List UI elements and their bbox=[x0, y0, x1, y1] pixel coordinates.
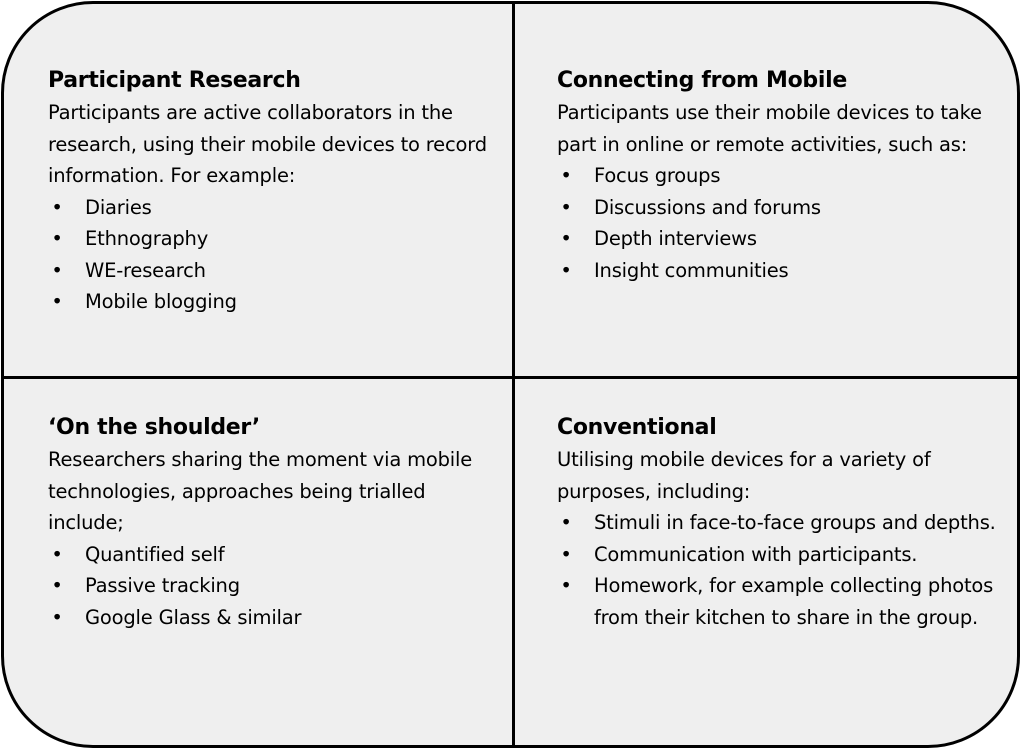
list-item bbox=[48, 602, 500, 634]
bullet-list bbox=[557, 507, 1009, 633]
list-item-text: Depth interviews bbox=[594, 227, 757, 250]
list-item bbox=[48, 570, 500, 602]
list-item bbox=[557, 192, 1009, 224]
list-item bbox=[557, 255, 1009, 287]
list-item bbox=[557, 570, 1009, 633]
list-item bbox=[557, 160, 1009, 192]
bullet-icon: • bbox=[51, 195, 63, 219]
quadrant-participant-research bbox=[48, 65, 500, 318]
quadrant-description: Participants use their mobile devices to take part in online or remote activities, such as: bbox=[557, 101, 982, 156]
list-item bbox=[48, 539, 500, 571]
bullet-icon: • bbox=[560, 258, 572, 282]
quadrant-title: Connecting from Mobile bbox=[557, 68, 847, 93]
list-item bbox=[557, 539, 1009, 571]
horizontal-divider bbox=[4, 376, 1017, 379]
bullet-list bbox=[48, 539, 500, 634]
list-item bbox=[48, 286, 500, 318]
list-item-text: Discussions and forums bbox=[594, 195, 821, 219]
quadrant-diagram bbox=[1, 1, 1020, 748]
list-item-text: Stimuli in face-to-face groups and depths. bbox=[594, 511, 996, 534]
bullet-icon: • bbox=[51, 605, 63, 629]
list-item-text: Mobile blogging bbox=[85, 290, 237, 313]
bullet-icon: • bbox=[560, 164, 572, 187]
list-item bbox=[557, 223, 1009, 255]
bullet-list bbox=[48, 192, 500, 318]
bullet-icon: • bbox=[560, 227, 572, 250]
list-item-text: Communication with participants. bbox=[594, 542, 918, 566]
bullet-icon: • bbox=[51, 227, 63, 250]
quadrant-title: Participant Research bbox=[48, 68, 301, 93]
list-item-text: Focus groups bbox=[594, 164, 721, 187]
list-item bbox=[48, 223, 500, 255]
list-item-text: Quantified self bbox=[85, 542, 225, 566]
bullet-icon: • bbox=[560, 195, 572, 219]
bullet-icon: • bbox=[51, 290, 63, 313]
quadrant-description: Researchers sharing the moment via mobile technologies, approaches being trialled include; bbox=[48, 448, 473, 534]
list-item bbox=[557, 507, 1009, 539]
list-item-text: Homework, for example collecting photos from their kitchen to share in the group. bbox=[594, 574, 994, 629]
bullet-icon: • bbox=[560, 574, 572, 597]
list-item-text: Passive tracking bbox=[85, 574, 240, 597]
list-item-text: WE-research bbox=[85, 258, 206, 282]
quadrant-conventional bbox=[557, 412, 1009, 633]
quadrant-connecting-from-mobile bbox=[557, 65, 1009, 286]
list-item bbox=[48, 255, 500, 287]
quadrant-description: Utilising mobile devices for a variety of purposes, including: bbox=[557, 448, 931, 503]
bullet-icon: • bbox=[51, 574, 63, 597]
quadrant-title: ‘On the shoulder’ bbox=[48, 415, 260, 440]
bullet-icon: • bbox=[51, 542, 63, 566]
list-item-text: Google Glass & similar bbox=[85, 605, 302, 629]
bullet-icon: • bbox=[51, 258, 63, 282]
bullet-icon: • bbox=[560, 511, 572, 534]
vertical-divider bbox=[512, 4, 515, 745]
bullet-icon: • bbox=[560, 542, 572, 566]
quadrant-title: Conventional bbox=[557, 415, 717, 440]
quadrant-on-the-shoulder bbox=[48, 412, 500, 633]
bullet-list bbox=[557, 160, 1009, 286]
quadrant-description: Participants are active collaborators in the research, using their mobile devices to record information. For example: bbox=[48, 101, 487, 187]
list-item bbox=[48, 192, 500, 224]
list-item-text: Ethnography bbox=[85, 227, 209, 250]
list-item-text: Insight communities bbox=[594, 258, 789, 282]
list-item-text: Diaries bbox=[85, 195, 152, 219]
